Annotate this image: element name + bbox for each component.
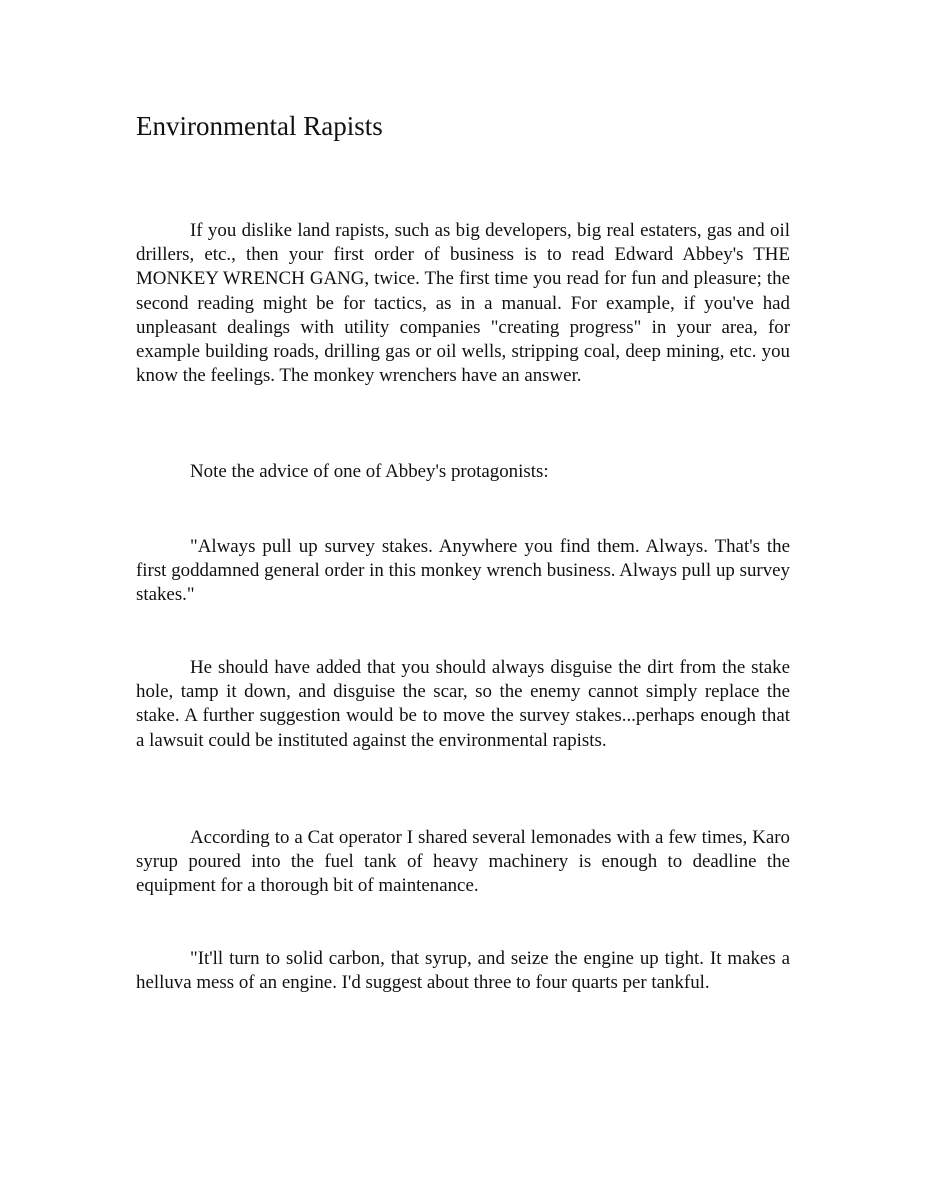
paragraph-quote-syrup: "It'll turn to solid carbon, that syrup, and seize the engine up tight. It makes a helluva mess of an engine. I'd suggest about three to four quarts per tankful. (136, 948, 790, 994)
paragraph-advice-intro: Note the advice of one of Abbey's protagonists: (190, 461, 549, 482)
paragraph-cat-operator: According to a Cat operator I shared several lemonades with a few times, Karo syrup poured into the fuel tank of heavy machinery is enough to deadline the equipment for a thorough bit of maintenance. (136, 827, 790, 897)
paragraph-intro: If you dislike land rapists, such as big developers, big real estaters, gas and oil drillers, etc., then your first order of business is to read Edward Abbey's THE MONKEY WRENCH GANG, twice. The first time you read for fun and pleasure; the second reading might be for tactics, as in a manual. For example, if you've had unpleasant dealings with utility companies "creating progress" in your area, for example building roads, drilling gas or oil wells, stripping coal, deep mining, etc. you know the feelings. The monkey wrenchers have an answer. (136, 220, 790, 387)
page-title: Environmental Rapists (136, 111, 383, 141)
paragraph-disguise-stake-hole: He should have added that you should always disguise the dirt from the stake hole, tamp it down, and disguise the scar, so the enemy cannot simply replace the stake. A further suggestion would be to move the survey stakes...perhaps enough that a lawsuit could be instituted against the environmental rapists. (136, 657, 790, 751)
paragraph-quote-survey-stakes: "Always pull up survey stakes. Anywhere you find them. Always. That's the first goddamned general order in this monkey wrench business. Always pull up survey stakes." (136, 536, 790, 606)
